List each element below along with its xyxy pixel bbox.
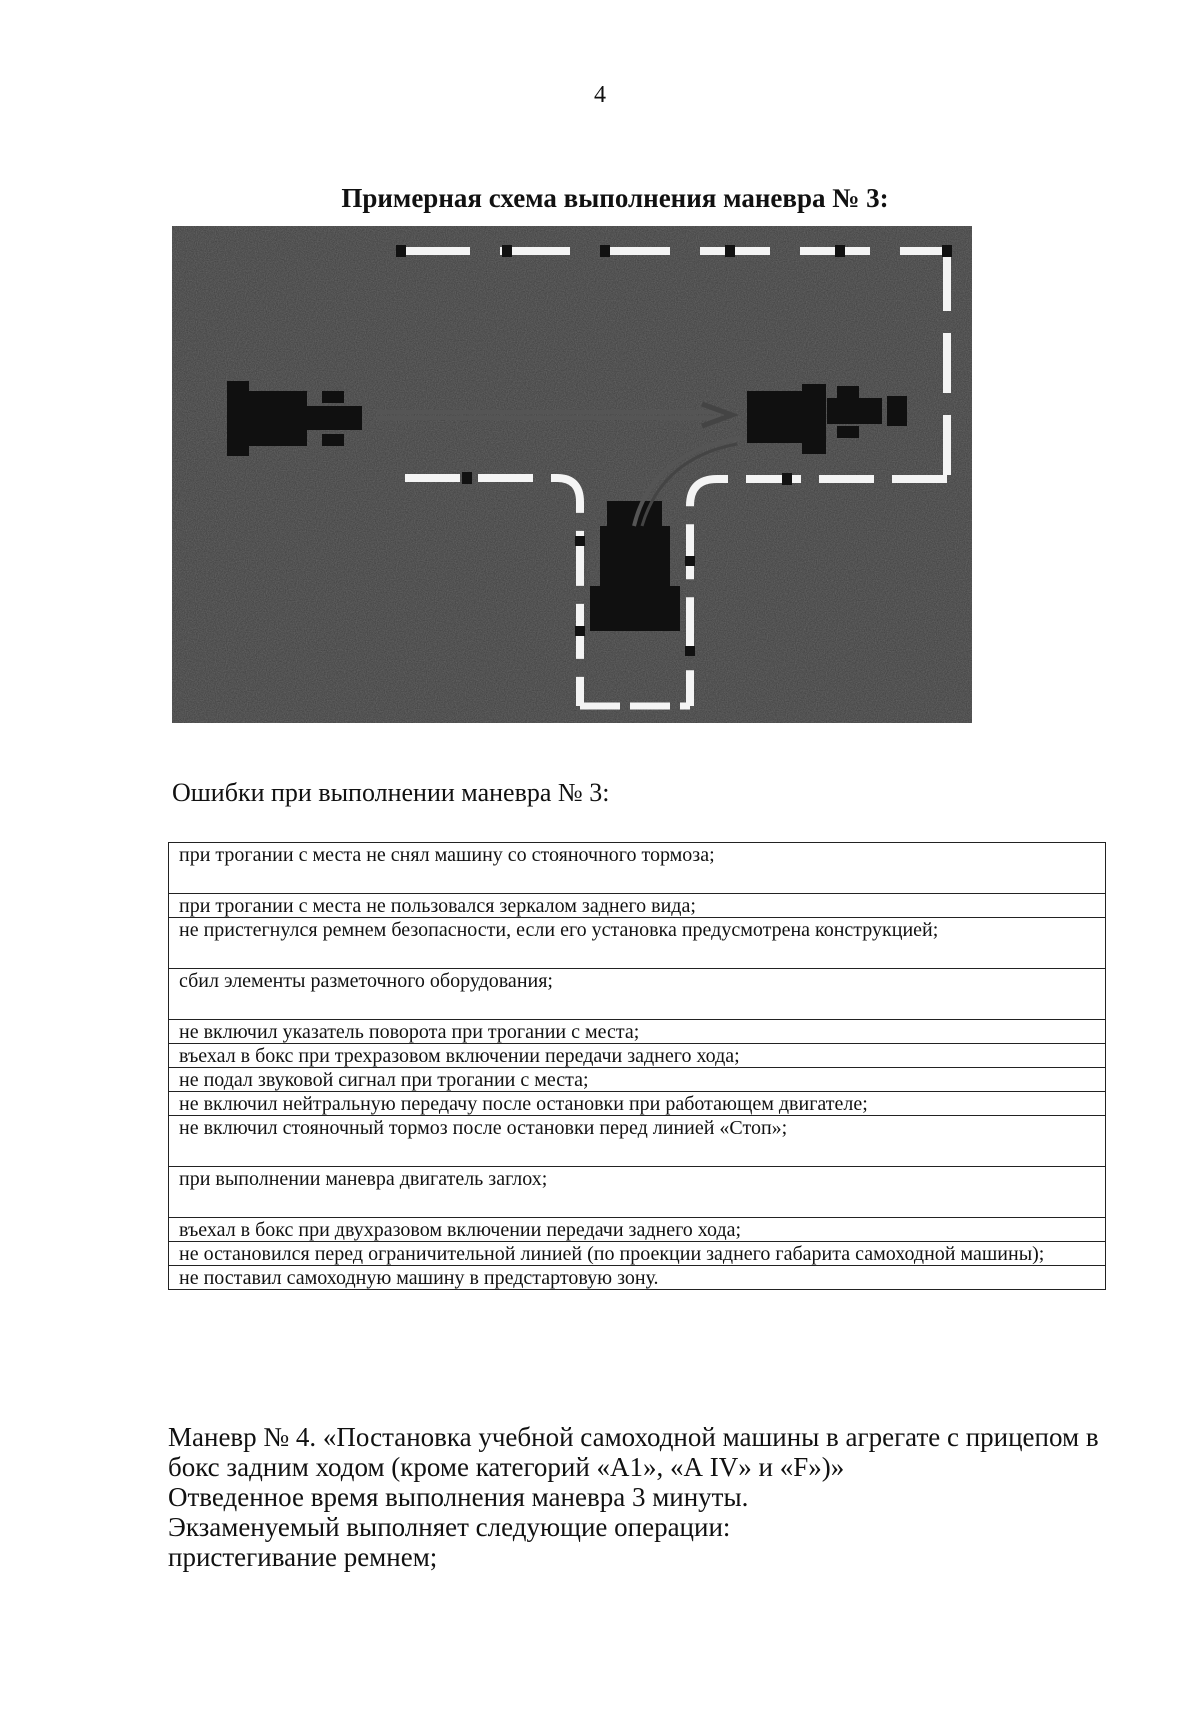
error-cell: при выполнении маневра двигатель заглох; (169, 1167, 1106, 1218)
error-cell: не пристегнулся ремнем безопасности, если его установка предусмотрена конструкцией; (169, 918, 1106, 969)
errors-heading: Ошибки при выполнении маневра № 3: (172, 778, 610, 807)
page-number: 4 (594, 82, 606, 108)
error-cell: не подал звуковой сигнал при трогании с места; (169, 1068, 1106, 1092)
table-row (169, 1068, 1106, 1092)
error-cell: не включил нейтральную передачу после остановки при работающем двигателе; (169, 1092, 1106, 1116)
maneuver-4-block (168, 1422, 1118, 1572)
errors-table (168, 842, 1106, 1290)
maneuver-time: Отведенное время выполнения маневра 3 минуты. (168, 1482, 749, 1512)
table-row (169, 894, 1106, 918)
table-row (169, 1242, 1106, 1266)
vehicle-start-icon (227, 381, 362, 456)
error-cell: въехал в бокс при двухразовом включении передачи заднего хода; (169, 1218, 1106, 1242)
error-cell: при трогании с места не пользовался зеркалом заднего вида; (169, 894, 1106, 918)
table-row (169, 1116, 1106, 1167)
table-row (169, 969, 1106, 1020)
table-row (169, 843, 1106, 894)
scheme-title: Примерная схема выполнения маневра № 3: (341, 183, 889, 213)
maneuver-diagram (172, 226, 972, 723)
error-cell: при трогании с места не снял машину со стояночного тормоза; (169, 843, 1106, 894)
table-row (169, 1266, 1106, 1290)
error-cell: не остановился перед ограничительной линией (по проекции заднего габарита самоходной машины); (169, 1242, 1106, 1266)
error-cell: въехал в бокс при трехразовом включении передачи заднего хода; (169, 1044, 1106, 1068)
table-row (169, 1167, 1106, 1218)
error-cell: сбил элементы разметочного оборудования; (169, 969, 1106, 1020)
maneuver-operation: пристегивание ремнем; (168, 1542, 438, 1572)
maneuver-intro: Экзаменуемый выполняет следующие операции: (168, 1512, 731, 1542)
table-row (169, 1092, 1106, 1116)
table-row (169, 1218, 1106, 1242)
error-cell: не поставил самоходную машину в предстартовую зону. (169, 1266, 1106, 1290)
error-cell: не включил стояночный тормоз после остановки перед линией «Стоп»; (169, 1116, 1106, 1167)
error-cell: не включил указатель поворота при трогании с места; (169, 1020, 1106, 1044)
table-row (169, 1044, 1106, 1068)
maneuver-title: Маневр № 4. «Постановка учебной самоходной машины в агрегате с прицепом в бокс задним ходом (кроме категорий «А1», «А IV» и «F»)» (168, 1422, 1099, 1482)
table-row (169, 918, 1106, 969)
table-row (169, 1020, 1106, 1044)
